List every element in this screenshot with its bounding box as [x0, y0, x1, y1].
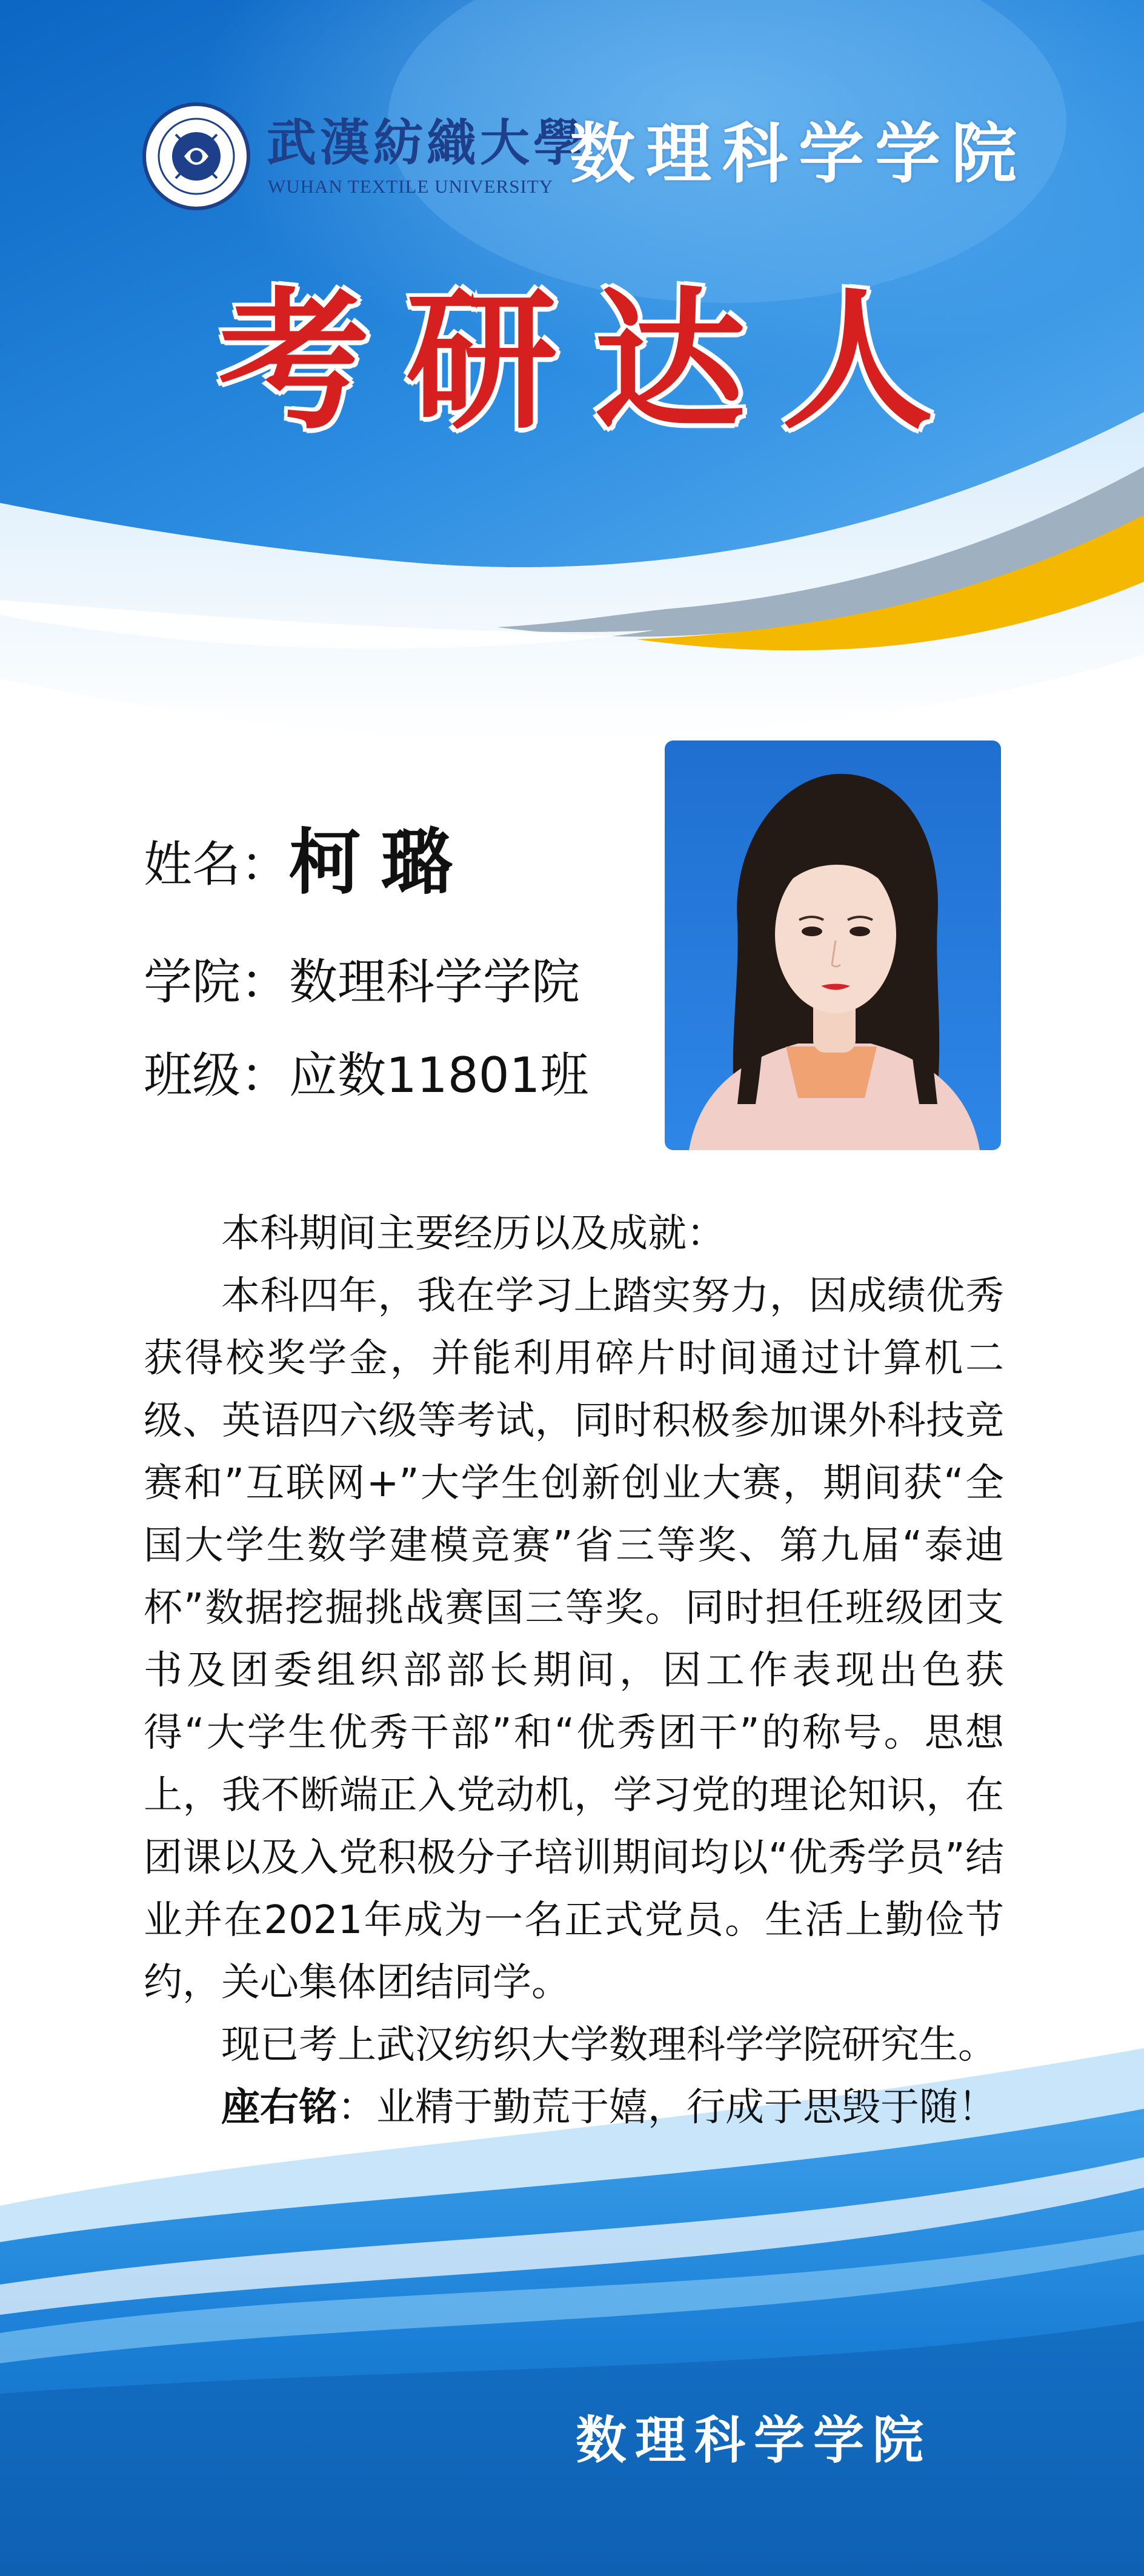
school-name-header: 数理科学学院	[570, 116, 1028, 192]
motto-label: 座右铭	[221, 2085, 338, 2130]
student-photo	[665, 741, 1001, 1150]
name-value: 柯璐	[289, 820, 474, 904]
college-row	[144, 943, 580, 1013]
school-name-footer: 数理科学学院	[576, 2411, 933, 2470]
achievements-heading: 本科期间主要经历以及成就：	[221, 1211, 725, 1256]
class-label: 班级：	[144, 1047, 289, 1103]
college-value: 数理科学学院	[289, 954, 580, 1010]
university-seal-icon	[142, 102, 251, 211]
poster-title: 考研达人	[218, 271, 969, 450]
class-row	[144, 1036, 589, 1106]
name-row	[144, 799, 473, 902]
university-logo	[142, 102, 251, 211]
motto-text: ：业精于勤荒于嬉，行成于思毁于随！	[338, 2085, 997, 2130]
achievements-paragraph: 本科四年，我在学习上踏实努力，因成绩优秀获得校奖学金，并能利用碎片时间通过计算机二级、英语四六级等考试，同时积极参加课外科技竞赛和”互联网+”大学生创新创业大赛，期间获“全国大学生数学建模竞赛”省三等奖、第九届“泰迪杯”数据挖掘挑战赛国三等奖。同时担任班级团支书及团委组织部部长期间，因工作表现出色获得“大学生优秀干部”和“优秀团干”的称号。思想上，我不断端正入党动机，学习党的理论知识，在团课以及入党积极分子培训期间均以“优秀学员”结业并在2021年成为一名正式党员。生活上勤俭节约，关心集体团结同学。	[144, 1274, 1004, 2005]
result-line: 现已考上武汉纺织大学数理科学学院研究生。	[221, 2023, 997, 2068]
portrait-image	[665, 741, 1001, 1150]
name-label: 姓名：	[144, 836, 289, 893]
college-label: 学院：	[144, 954, 289, 1010]
university-name-en: WUHAN TEXTILE UNIVERSITY	[268, 176, 554, 197]
achievements-section	[144, 1203, 1004, 2139]
university-name-cn: 武漢紡織大學	[267, 114, 587, 172]
class-value: 应数11801班	[289, 1047, 589, 1103]
motto-line	[144, 2077, 1004, 2139]
